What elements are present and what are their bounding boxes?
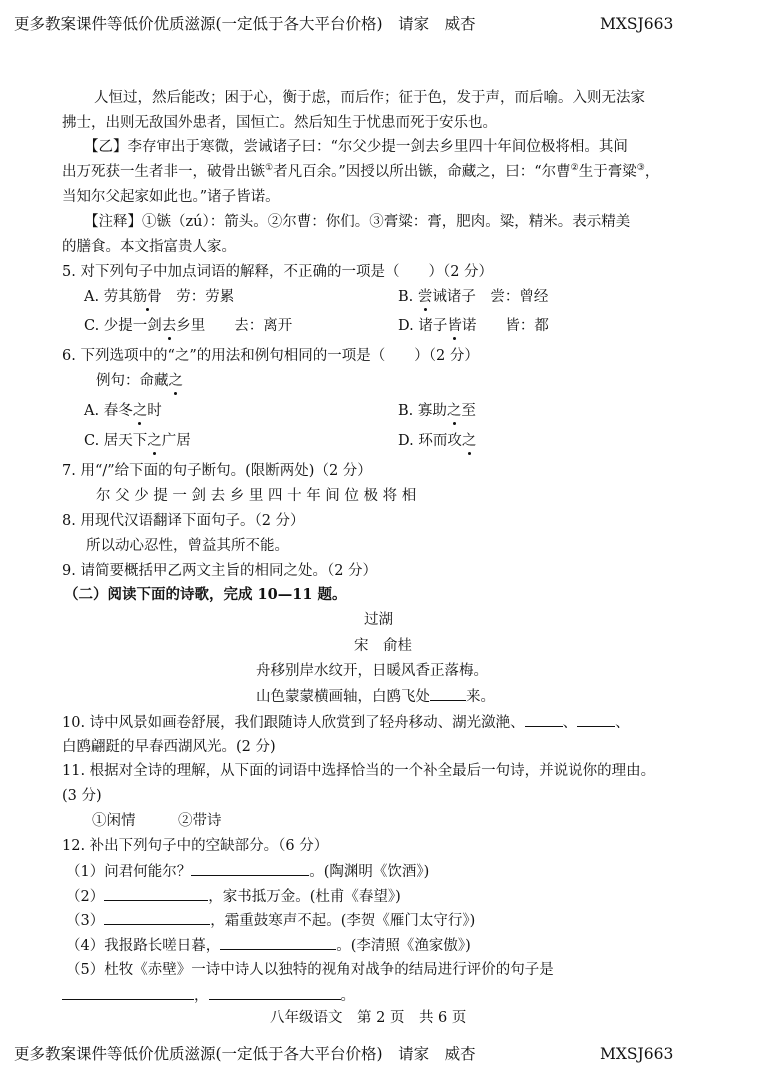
passage-yi-line: 【乙】李存审出于寒微，尝诫诸子曰：“尔父少提一剑去乡里四十年间位极将相。其间	[84, 139, 628, 155]
question-11-points: (3 分)	[62, 788, 102, 804]
q12-blank[interactable]	[191, 861, 309, 876]
q5-option-c: C. 少提一剑去乡里 去：离开	[84, 318, 293, 334]
poem-author: 宋 俞桂	[354, 638, 412, 654]
poem-line: 山色蒙蒙横画轴，白鸥飞处 来。	[256, 686, 495, 707]
q11-option-1: ①闲情	[92, 813, 136, 829]
header-code: MXSJ663	[600, 15, 674, 33]
q5-option-a: A. 劳其筋骨 劳：劳累	[84, 289, 235, 305]
q7-sentence: 尔 父 少 提 一 剑 去 乡 里 四 十 年 间 位 极 将 相	[96, 488, 417, 504]
q12-blank[interactable]	[209, 985, 341, 1000]
question-5-stem: 5. 对下列句子中加点词语的解释，不正确的一项是（ ）（2 分）	[62, 264, 494, 280]
passage-yi-line: 当知尔父起家如此也。”诸子皆诺。	[62, 189, 280, 205]
q12-blank[interactable]	[62, 985, 194, 1000]
question-9-stem: 9. 请简要概括甲乙两文主旨的相同之处。（2 分）	[62, 563, 378, 579]
q12-item-3: （3） ，霜重鼓寒声不起。(李贺《雁门太守行》)	[66, 910, 475, 931]
footer-promo-text: 更多教案课件等低价优质滋源(一定低于各大平台价格) 请家 威杏	[14, 1045, 476, 1063]
q12-item-5: （5）杜牧《赤壁》一诗中诗人以独特的视角对战争的结局进行评价的句子是	[66, 962, 554, 978]
q12-blank[interactable]	[104, 886, 208, 901]
q11-option-2: ②带诗	[178, 813, 222, 829]
poem-line: 舟移别岸水纹开，日暖风香正落梅。	[256, 663, 488, 679]
q12-item-2: （2） ，家书抵万金。(杜甫《春望》)	[66, 886, 401, 907]
q6-option-c: C. 居天下之广居	[84, 433, 191, 449]
page-info: 八年级语文 第 2 页 共 6 页	[270, 1010, 467, 1026]
section-2-heading: （二）阅读下面的诗歌，完成 10—11 题。	[64, 586, 347, 603]
passage-yi-line: 出万死获一生者非一，破骨出镞①者凡百余。”因授以所出镞，命藏之，曰：“尔曹②生于膏粱③，	[62, 163, 660, 180]
question-10-line: 10. 诗中风景如画卷舒展，我们跟随诗人欣赏到了轻舟移动、湖光潋滟、 、 、	[62, 712, 630, 733]
q6-option-d: D. 环而攻之	[398, 433, 477, 449]
q6-option-b: B. 寡助之至	[398, 403, 476, 419]
passage-jia-line: 人恒过，然后能改；困于心，衡于虑，而后作；征于色，发于声，而后喻。入则无法家	[94, 90, 645, 106]
q6-example: 例句：命藏之	[96, 373, 183, 389]
q12-item-5-answer: ， 。	[62, 985, 355, 1006]
question-10-line: 白鸥翩跹的早春西湖风光。(2 分)	[62, 739, 276, 755]
q6-option-a: A. 春冬之时	[84, 403, 162, 419]
question-6-stem: 6. 下列选项中的“之”的用法和例句相同的一项是（ ）（2 分）	[62, 348, 479, 364]
notes-line: 【注释】①镞（zú）：箭头。②尔曹：你们。③膏粱：膏，肥肉。粱，精米。表示精美	[84, 214, 631, 230]
header-promo-text: 更多教案课件等低价优质滋源(一定低于各大平台价格) 请家 威杏	[14, 15, 476, 33]
q5-option-b: B. 尝诫诸子 尝：曾经	[398, 289, 549, 305]
q12-item-4: （4）我报路长嗟日暮， 。(李清照《渔家傲》)	[66, 935, 471, 956]
q10-blank-2[interactable]	[577, 712, 615, 727]
question-11-line: 11. 根据对全诗的理解，从下面的词语中选择恰当的一个补全最后一句诗，并说说你的理由。	[62, 763, 656, 779]
poem-title: 过湖	[364, 612, 393, 628]
q12-blank[interactable]	[104, 910, 210, 925]
q12-item-1: （1）问君何能尔？ 。(陶渊明《饮酒》)	[66, 861, 429, 882]
q12-blank[interactable]	[220, 935, 336, 950]
q10-blank-1[interactable]	[525, 712, 563, 727]
footer-code: MXSJ663	[600, 1045, 674, 1063]
notes-line: 的膳食。本文指富贵人家。	[62, 239, 236, 255]
q8-sentence: 所以动心忍性，曾益其所不能。	[86, 538, 289, 554]
q5-option-d: D. 诸子皆诺 皆：都	[398, 318, 549, 334]
question-12-stem: 12. 补出下列句子中的空缺部分。（6 分）	[62, 838, 329, 854]
question-7-stem: 7. 用“/”给下面的句子断句。(限断两处)（2 分）	[62, 463, 372, 479]
poem-blank[interactable]	[430, 686, 466, 701]
passage-jia-line: 拂士，出则无敌国外患者，国恒亡。然后知生于忧患而死于安乐也。	[62, 115, 497, 131]
question-8-stem: 8. 用现代汉语翻译下面句子。（2 分）	[62, 513, 305, 529]
